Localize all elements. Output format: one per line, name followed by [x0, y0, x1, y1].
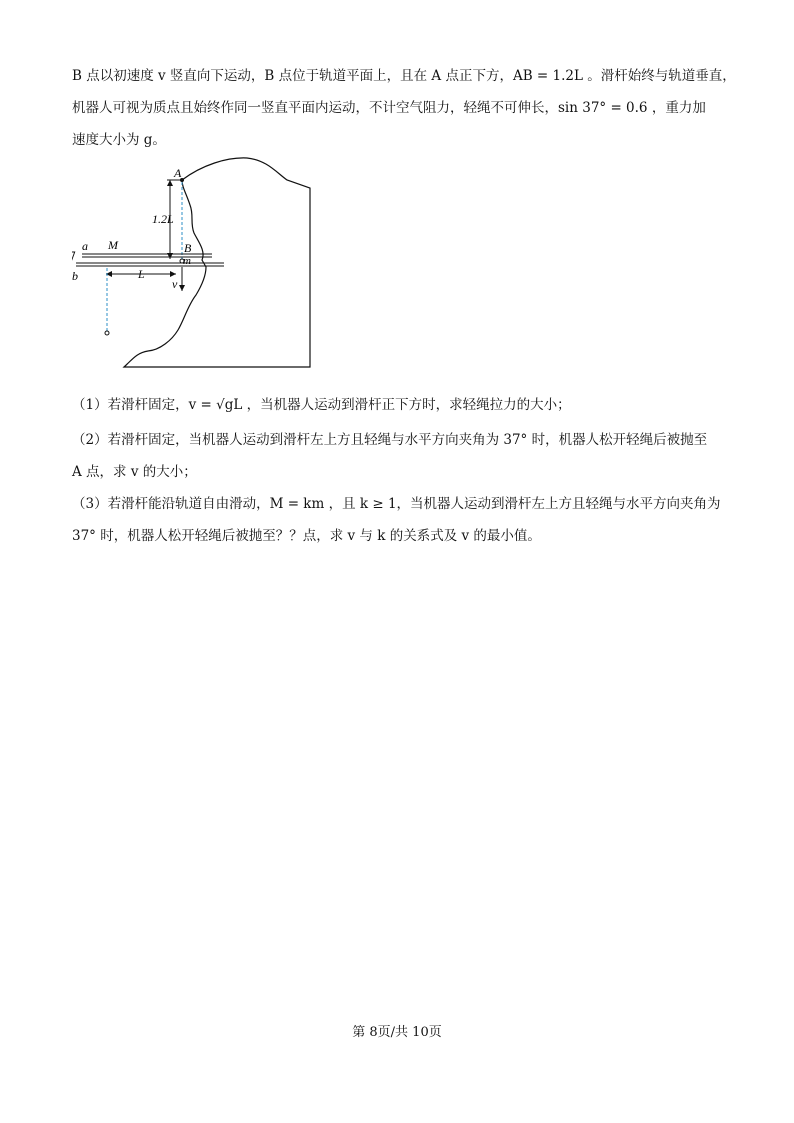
label-A: A [174, 166, 182, 180]
cliff-figure [72, 155, 322, 380]
cliff-outline [124, 158, 310, 367]
question-2-line-1: （2）若滑杆固定，当机器人运动到滑杆左上方且轻绳与水平方向夹角为 37° 时，机器人松开轻绳后被抛至 [72, 432, 708, 448]
label-a: a [82, 239, 88, 253]
label-1-2L: 1.2L [152, 212, 174, 226]
intro-line-3: 速度大小为 g。 [72, 132, 166, 148]
label-L: L [138, 267, 145, 281]
page-footer: 第 8页/共 10页 [352, 1025, 442, 1040]
label-M: M [108, 238, 118, 252]
intro-line-2: 机器人可视为质点且始终作同一竖直平面内运动，不计空气阻力，轻绳不可伸长，sin 37° = 0.6 ，重力加 [72, 100, 706, 116]
question-3-line-1: （3）若滑杆能沿轨道自由滑动，M = km ，且 k ≥ 1，当机器人运动到滑杆左上方且轻绳与水平方向夹角为 [72, 496, 721, 512]
question-2-line-2: A 点，求 v 的大小； [72, 464, 197, 480]
label-v: v [172, 277, 178, 291]
label-m: m [183, 255, 191, 267]
intro-line-1: B 点以初速度 v 竖直向下运动，B 点位于轨道平面上，且在 A 点正下方，AB = 1.2L 。滑杆始终与轨道垂直， [72, 68, 736, 84]
question-1: （1）若滑杆固定，v = √gL ，当机器人运动到滑杆正下方时，求轻绳拉力的大小； [72, 397, 571, 413]
slider-M [72, 252, 75, 268]
label-B: B [184, 241, 192, 255]
label-b: b [72, 269, 78, 283]
question-3-line-2: 37° 时，机器人松开轻绳后被抛至？？点，求 v 与 k 的关系式及 v 的最小值。 [72, 528, 541, 544]
rope-end [105, 331, 109, 335]
